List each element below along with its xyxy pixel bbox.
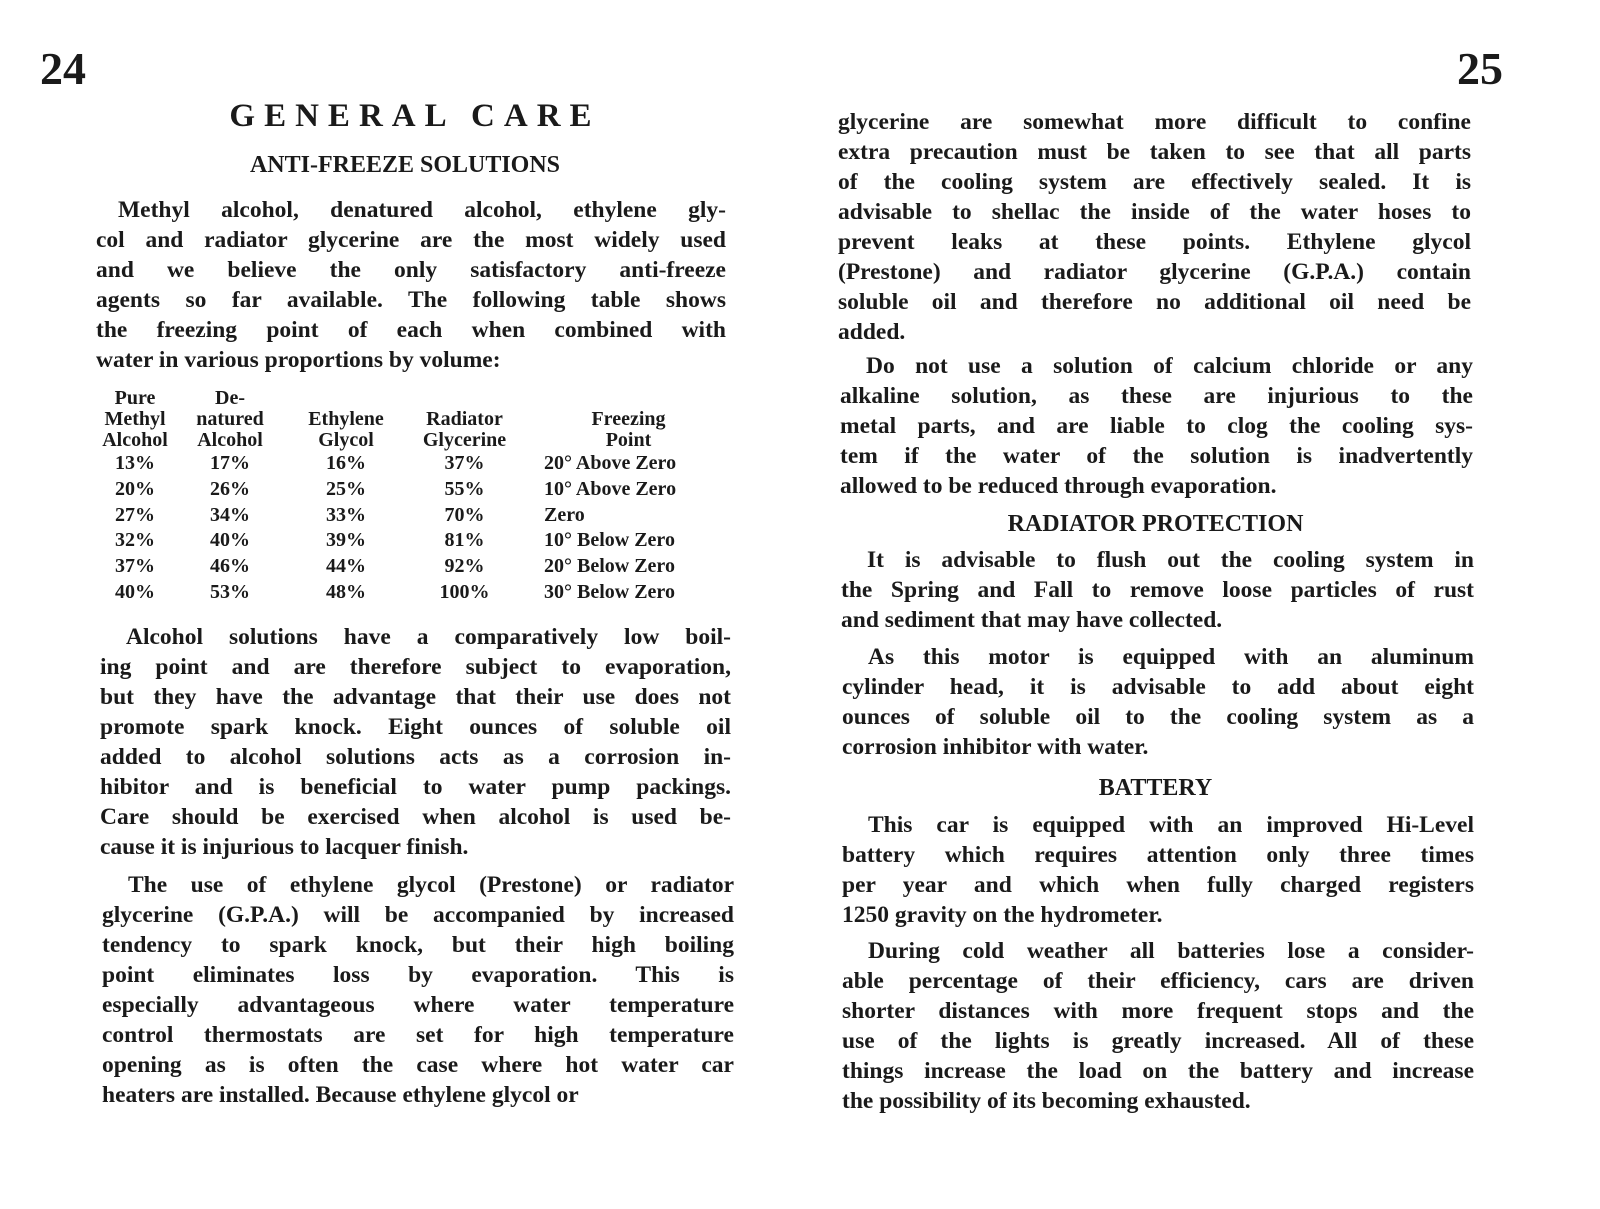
text-line: battery which requires attention only three times bbox=[842, 842, 1474, 868]
text-line: During cold weather all batteries lose a consider- bbox=[868, 938, 1474, 964]
paragraph bbox=[842, 810, 1474, 930]
text-line: shorter distances with more frequent stops and the bbox=[842, 998, 1474, 1024]
text-line: the possibility of its becoming exhausted. bbox=[842, 1088, 1251, 1114]
column-header: Alcohol bbox=[197, 429, 263, 451]
text-line: col and radiator glycerine are the most widely used bbox=[96, 227, 726, 253]
text-line: promote spark knock. Eight ounces of soluble oil bbox=[100, 714, 731, 740]
column-header: Radiator bbox=[426, 408, 503, 430]
column-header bbox=[522, 388, 735, 409]
text-line: added to alcohol solutions acts as a corrosion in- bbox=[100, 744, 731, 770]
column-header: Point bbox=[605, 429, 652, 451]
table-row bbox=[95, 451, 735, 477]
text-line: and we believe the only satisfactory anti-freeze bbox=[96, 257, 726, 283]
text-line: of the cooling system are effectively sealed. It is bbox=[838, 169, 1471, 195]
text-line: The use of ethylene glycol (Prestone) or radiator bbox=[128, 872, 734, 898]
text-line: (Prestone) and radiator glycerine (G.P.A.) contain bbox=[838, 259, 1471, 285]
table-cell: 37% bbox=[115, 555, 155, 578]
text-line: hibitor and is beneficial to water pump packings. bbox=[100, 774, 731, 800]
text-line: especially advantageous where water temperature bbox=[102, 992, 734, 1018]
column-header bbox=[285, 388, 407, 409]
text-line: control thermostats are set for high temperature bbox=[102, 1022, 734, 1048]
paragraph bbox=[842, 936, 1474, 1116]
table-header-row bbox=[95, 409, 735, 430]
table-cell: 46% bbox=[210, 555, 250, 578]
table-row bbox=[95, 528, 735, 554]
table-cell: 34% bbox=[210, 503, 250, 526]
table-cell: 55% bbox=[444, 477, 485, 500]
paragraph bbox=[96, 195, 726, 375]
text-line: water in various proportions by volume: bbox=[96, 347, 501, 373]
text-line: heaters are installed. Because ethylene glycol or bbox=[102, 1082, 579, 1108]
text-line: As this motor is equipped with an aluminum bbox=[868, 644, 1474, 670]
column-header: De- bbox=[215, 387, 245, 409]
column-header: Ethylene bbox=[308, 408, 384, 430]
text-line: ounces of soluble oil to the cooling system as a bbox=[842, 704, 1474, 730]
table-cell: 39% bbox=[326, 529, 366, 552]
column-header: natured bbox=[196, 408, 264, 430]
table-cell: 20° Below Zero bbox=[544, 555, 675, 578]
table-cell: 32% bbox=[115, 529, 155, 552]
text-line: opening as is often the case where hot water car bbox=[102, 1052, 734, 1078]
text-line: and sediment that may have collected. bbox=[841, 607, 1223, 633]
text-line: advisable to shellac the inside of the water hoses to bbox=[838, 199, 1471, 225]
text-line: use of the lights is greatly increased. All of these bbox=[842, 1028, 1474, 1054]
text-line: allowed to be reduced through evaporation. bbox=[840, 473, 1277, 499]
text-line: but they have the advantage that their use does not bbox=[100, 684, 731, 710]
column-header bbox=[407, 388, 522, 409]
page-number-right: 25 bbox=[1457, 43, 1503, 94]
table-cell: 10° Above Zero bbox=[544, 477, 677, 500]
text-line: It is advisable to flush out the cooling system in bbox=[867, 547, 1474, 573]
table-cell: 30° Below Zero bbox=[544, 580, 675, 603]
table-cell: 92% bbox=[444, 555, 485, 578]
text-line: extra precaution must be taken to see that all parts bbox=[838, 139, 1471, 165]
anti-freeze-table bbox=[95, 388, 735, 606]
column-header: Pure bbox=[114, 387, 156, 409]
text-line: This car is equipped with an improved Hi-Level bbox=[868, 812, 1474, 838]
table-row bbox=[95, 554, 735, 580]
table-cell: 44% bbox=[326, 555, 366, 578]
text-line: tendency to spark knock, but their high boiling bbox=[102, 932, 734, 958]
text-line: Alcohol solutions have a comparatively low boil- bbox=[126, 624, 731, 650]
paragraph bbox=[841, 545, 1474, 635]
text-line: Methyl alcohol, denatured alcohol, ethylene gly- bbox=[118, 197, 726, 223]
text-line: tem if the water of the solution is inadvertently bbox=[840, 443, 1473, 469]
table-row bbox=[95, 503, 735, 529]
text-line: 1250 gravity on the hydrometer. bbox=[842, 902, 1163, 928]
text-line: cylinder head, it is advisable to add about eight bbox=[842, 674, 1474, 700]
text-line: ing point and are therefore subject to evaporation, bbox=[100, 654, 731, 680]
table-cell: 37% bbox=[444, 452, 485, 474]
table-row bbox=[95, 580, 735, 606]
text-line: corrosion inhibitor with water. bbox=[842, 734, 1149, 760]
column-header: Freezing bbox=[591, 408, 666, 430]
table-cell: 40% bbox=[115, 580, 155, 603]
text-line: added. bbox=[838, 319, 906, 345]
text-line: per year and which when fully charged registers bbox=[842, 872, 1474, 898]
table-cell: 27% bbox=[115, 503, 155, 526]
table-header-row bbox=[95, 430, 735, 451]
column-header: Glycerine bbox=[422, 429, 507, 451]
table-cell: Zero bbox=[544, 503, 585, 526]
text-line: Care should be exercised when alcohol is used be- bbox=[100, 804, 731, 830]
paragraph bbox=[842, 642, 1474, 762]
table-cell: 17% bbox=[210, 452, 250, 474]
table-cell: 26% bbox=[210, 477, 250, 500]
section-heading-anti-freeze: ANTI-FREEZE SOLUTIONS bbox=[249, 152, 561, 178]
table-cell: 81% bbox=[444, 529, 485, 552]
table-cell: 33% bbox=[326, 503, 366, 526]
text-line: Do not use a solution of calcium chloride or any bbox=[866, 353, 1473, 379]
table-cell: 70% bbox=[444, 503, 485, 526]
table-cell: 16% bbox=[326, 452, 366, 474]
column-header: Methyl bbox=[104, 408, 166, 430]
paragraph bbox=[838, 107, 1471, 347]
column-header: Glycol bbox=[318, 429, 374, 451]
text-line: point eliminates loss by evaporation. This is bbox=[102, 962, 734, 988]
table-cell: 100% bbox=[439, 580, 490, 603]
text-line: glycerine are somewhat more difficult to confine bbox=[838, 109, 1471, 135]
paragraph bbox=[100, 622, 731, 862]
text-line: the Spring and Fall to remove loose particles of rust bbox=[841, 577, 1474, 603]
text-line: soluble oil and therefore no additional oil need be bbox=[838, 289, 1471, 315]
text-line: alkaline solution, as these are injurious to the bbox=[840, 383, 1473, 409]
table-cell: 40% bbox=[210, 529, 250, 552]
text-line: glycerine (G.P.A.) will be accompanied by increased bbox=[102, 902, 734, 928]
text-line: metal parts, and are liable to clog the cooling sys- bbox=[840, 413, 1473, 439]
table-row bbox=[95, 477, 735, 503]
table-cell: 25% bbox=[326, 477, 366, 500]
table-cell: 13% bbox=[115, 452, 155, 474]
table-cell: 10° Below Zero bbox=[544, 529, 675, 552]
table-header-row bbox=[95, 388, 735, 409]
text-line: prevent leaks at these points. Ethylene glycol bbox=[838, 229, 1471, 255]
text-line: things increase the load on the battery and increase bbox=[842, 1058, 1474, 1084]
text-line: the freezing point of each when combined with bbox=[96, 317, 726, 343]
text-line: agents so far available. The following table shows bbox=[96, 287, 726, 313]
section-heading-radiator-protection: RADIATOR PROTECTION bbox=[1007, 511, 1304, 537]
table-cell: 20% bbox=[115, 477, 155, 500]
paragraph bbox=[840, 351, 1473, 501]
text-line: cause it is injurious to lacquer finish. bbox=[100, 834, 469, 860]
table-cell: 48% bbox=[326, 580, 366, 603]
table-cell: 53% bbox=[210, 580, 250, 603]
column-header: Alcohol bbox=[102, 429, 168, 451]
paragraph bbox=[102, 870, 734, 1110]
section-heading-battery: BATTERY bbox=[1098, 775, 1213, 801]
page-title: GENERAL CARE bbox=[229, 98, 601, 134]
table-cell: 20° Above Zero bbox=[544, 452, 677, 474]
page-number-left: 24 bbox=[40, 43, 86, 94]
text-line: able percentage of their efficiency, cars are driven bbox=[842, 968, 1474, 994]
